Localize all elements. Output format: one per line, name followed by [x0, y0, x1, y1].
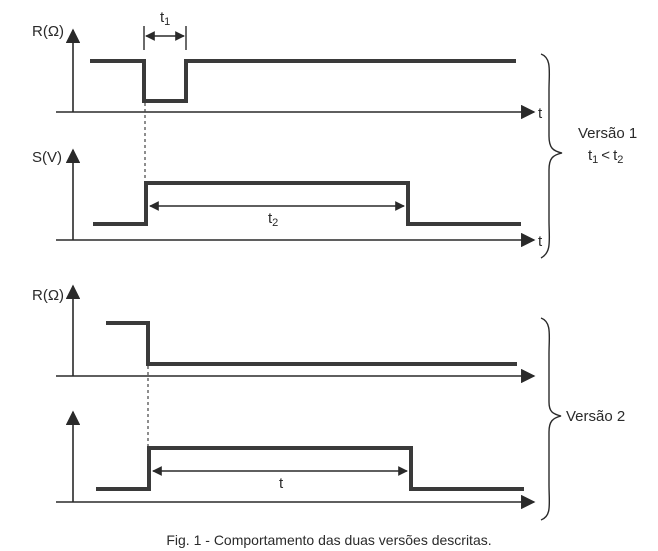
t1-label: $t_1$	[160, 9, 171, 28]
signal-r1	[90, 61, 516, 101]
plot-r-version1	[32, 9, 543, 122]
version1-condition: $t_1 < t_2$	[588, 147, 624, 166]
brace-version2	[541, 318, 561, 520]
t-label-bottom: t	[279, 475, 284, 492]
signal-s	[93, 183, 521, 224]
y-label-s: S(V)	[32, 149, 62, 166]
x-label-t-r1: t	[538, 105, 543, 122]
signal-s2	[96, 448, 524, 489]
signal-r2	[106, 323, 517, 364]
plot-s-version1	[32, 149, 543, 250]
version2-title: Versão 2	[566, 408, 626, 425]
plot-r-version2	[32, 286, 534, 376]
x-label-t-s: t	[538, 233, 543, 250]
y-label-r2: R(Ω)	[32, 287, 65, 304]
brace-version1	[541, 54, 562, 258]
y-label-r1: R(Ω)	[32, 23, 65, 40]
t2-label: $t_2$	[268, 210, 279, 229]
version1-title: Versão 1	[578, 125, 638, 142]
plot-s-version2	[56, 412, 534, 502]
figure-caption: Fig. 1 - Comportamento das duas versões descritas.	[166, 532, 492, 548]
